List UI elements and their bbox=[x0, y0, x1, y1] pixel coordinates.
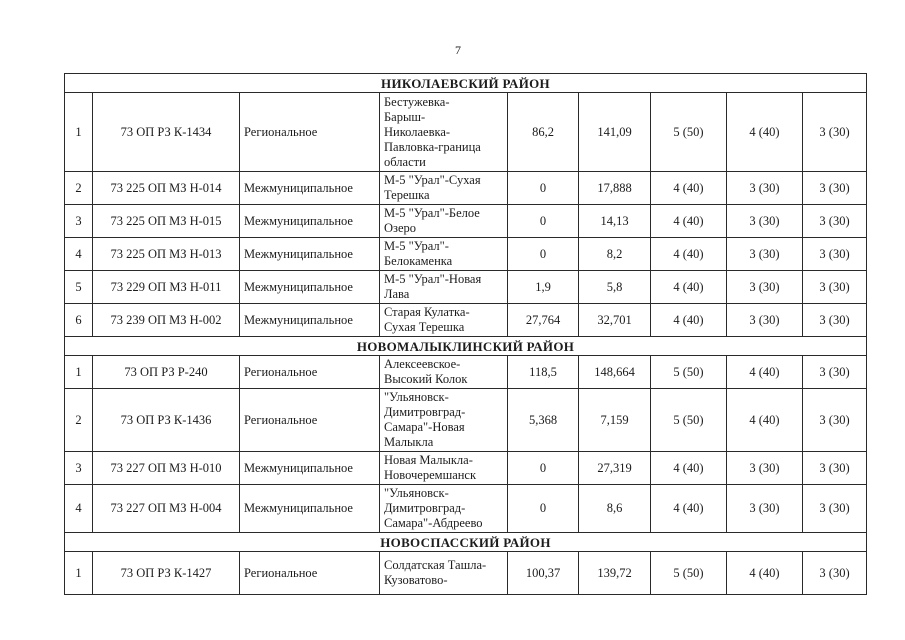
road-name-cell: "Ульяновск- Димитровград- Самара"-Абдреево bbox=[380, 485, 508, 533]
road-code-cell: 73 229 ОП МЗ Н-011 bbox=[93, 271, 240, 304]
row-number-cell: 2 bbox=[65, 389, 93, 452]
road-name-cell: Старая Кулатка- Сухая Терешка bbox=[380, 304, 508, 337]
end-km-cell: 7,159 bbox=[579, 389, 651, 452]
road-code-cell: 73 225 ОП МЗ Н-015 bbox=[93, 205, 240, 238]
class-c-cell: 3 (30) bbox=[803, 389, 867, 452]
end-km-cell: 139,72 bbox=[579, 552, 651, 595]
class-b-cell: 4 (40) bbox=[727, 356, 803, 389]
roads-table-body bbox=[65, 74, 867, 595]
start-km-cell: 0 bbox=[508, 452, 579, 485]
road-significance-cell: Межмуниципальное bbox=[240, 452, 380, 485]
class-a-cell: 4 (40) bbox=[651, 238, 727, 271]
row-number-cell: 2 bbox=[65, 172, 93, 205]
road-significance-cell: Межмуниципальное bbox=[240, 172, 380, 205]
class-a-cell: 4 (40) bbox=[651, 172, 727, 205]
road-significance-cell: Межмуниципальное bbox=[240, 271, 380, 304]
class-a-cell: 5 (50) bbox=[651, 356, 727, 389]
district-header-row bbox=[65, 74, 867, 93]
end-km-cell: 32,701 bbox=[579, 304, 651, 337]
start-km-cell: 27,764 bbox=[508, 304, 579, 337]
class-c-cell: 3 (30) bbox=[803, 452, 867, 485]
start-km-cell: 100,37 bbox=[508, 552, 579, 595]
class-b-cell: 4 (40) bbox=[727, 93, 803, 172]
district-header-row bbox=[65, 337, 867, 356]
row-number-cell: 1 bbox=[65, 93, 93, 172]
class-b-cell: 3 (30) bbox=[727, 452, 803, 485]
table-row bbox=[65, 552, 867, 595]
road-name-cell: М-5 "Урал"- Белокаменка bbox=[380, 238, 508, 271]
road-significance-cell: Межмуниципальное bbox=[240, 485, 380, 533]
road-code-cell: 73 ОП РЗ К-1436 bbox=[93, 389, 240, 452]
class-c-cell: 3 (30) bbox=[803, 172, 867, 205]
start-km-cell: 1,9 bbox=[508, 271, 579, 304]
row-number-cell: 4 bbox=[65, 485, 93, 533]
class-b-cell: 4 (40) bbox=[727, 389, 803, 452]
class-b-cell: 3 (30) bbox=[727, 304, 803, 337]
table-row bbox=[65, 389, 867, 452]
class-a-cell: 4 (40) bbox=[651, 452, 727, 485]
row-number-cell: 5 bbox=[65, 271, 93, 304]
class-c-cell: 3 (30) bbox=[803, 304, 867, 337]
class-b-cell: 3 (30) bbox=[727, 172, 803, 205]
road-name-cell: Алексеевское- Высокий Колок bbox=[380, 356, 508, 389]
road-name-cell: М-5 "Урал"-Сухая Терешка bbox=[380, 172, 508, 205]
class-a-cell: 4 (40) bbox=[651, 205, 727, 238]
district-title: НОВОМАЛЫКЛИНСКИЙ РАЙОН bbox=[65, 337, 867, 356]
road-code-cell: 73 225 ОП МЗ Н-013 bbox=[93, 238, 240, 271]
table-row bbox=[65, 205, 867, 238]
road-name-cell: Солдатская Ташла- Кузоватово- bbox=[380, 552, 508, 595]
table-row bbox=[65, 485, 867, 533]
road-significance-cell: Региональное bbox=[240, 552, 380, 595]
end-km-cell: 17,888 bbox=[579, 172, 651, 205]
road-code-cell: 73 ОП РЗ К-1427 bbox=[93, 552, 240, 595]
end-km-cell: 5,8 bbox=[579, 271, 651, 304]
class-c-cell: 3 (30) bbox=[803, 356, 867, 389]
class-b-cell: 4 (40) bbox=[727, 552, 803, 595]
start-km-cell: 118,5 bbox=[508, 356, 579, 389]
class-a-cell: 4 (40) bbox=[651, 485, 727, 533]
road-significance-cell: Региональное bbox=[240, 93, 380, 172]
road-code-cell: 73 225 ОП МЗ Н-014 bbox=[93, 172, 240, 205]
class-a-cell: 4 (40) bbox=[651, 304, 727, 337]
road-significance-cell: Региональное bbox=[240, 356, 380, 389]
end-km-cell: 8,6 bbox=[579, 485, 651, 533]
class-c-cell: 3 (30) bbox=[803, 238, 867, 271]
road-significance-cell: Межмуниципальное bbox=[240, 304, 380, 337]
district-title: НИКОЛАЕВСКИЙ РАЙОН bbox=[65, 74, 867, 93]
road-name-cell: Бестужевка- Барыш- Николаевка- Павловка-граница области bbox=[380, 93, 508, 172]
table-row bbox=[65, 304, 867, 337]
class-b-cell: 3 (30) bbox=[727, 271, 803, 304]
class-b-cell: 3 (30) bbox=[727, 238, 803, 271]
class-c-cell: 3 (30) bbox=[803, 93, 867, 172]
start-km-cell: 86,2 bbox=[508, 93, 579, 172]
roads-table bbox=[64, 73, 867, 595]
start-km-cell: 0 bbox=[508, 485, 579, 533]
road-code-cell: 73 ОП РЗ К-1434 bbox=[93, 93, 240, 172]
road-significance-cell: Межмуниципальное bbox=[240, 238, 380, 271]
row-number-cell: 3 bbox=[65, 452, 93, 485]
end-km-cell: 148,664 bbox=[579, 356, 651, 389]
road-code-cell: 73 239 ОП МЗ Н-002 bbox=[93, 304, 240, 337]
class-b-cell: 3 (30) bbox=[727, 205, 803, 238]
class-b-cell: 3 (30) bbox=[727, 485, 803, 533]
start-km-cell: 0 bbox=[508, 238, 579, 271]
table-row bbox=[65, 271, 867, 304]
district-header-row bbox=[65, 533, 867, 552]
class-c-cell: 3 (30) bbox=[803, 205, 867, 238]
class-c-cell: 3 (30) bbox=[803, 485, 867, 533]
class-c-cell: 3 (30) bbox=[803, 271, 867, 304]
end-km-cell: 14,13 bbox=[579, 205, 651, 238]
road-name-cell: М-5 "Урал"-Новая Лава bbox=[380, 271, 508, 304]
end-km-cell: 141,09 bbox=[579, 93, 651, 172]
row-number-cell: 3 bbox=[65, 205, 93, 238]
page-number: 7 bbox=[455, 43, 461, 57]
start-km-cell: 0 bbox=[508, 172, 579, 205]
table-row bbox=[65, 172, 867, 205]
district-title: НОВОСПАССКИЙ РАЙОН bbox=[65, 533, 867, 552]
row-number-cell: 1 bbox=[65, 356, 93, 389]
start-km-cell: 5,368 bbox=[508, 389, 579, 452]
class-a-cell: 5 (50) bbox=[651, 93, 727, 172]
road-code-cell: 73 ОП РЗ Р-240 bbox=[93, 356, 240, 389]
table-row bbox=[65, 238, 867, 271]
row-number-cell: 1 bbox=[65, 552, 93, 595]
class-c-cell: 3 (30) bbox=[803, 552, 867, 595]
row-number-cell: 4 bbox=[65, 238, 93, 271]
road-name-cell: "Ульяновск- Димитровград- Самара"-Новая Малыкла bbox=[380, 389, 508, 452]
road-name-cell: М-5 "Урал"-Белое Озеро bbox=[380, 205, 508, 238]
row-number-cell: 6 bbox=[65, 304, 93, 337]
road-code-cell: 73 227 ОП МЗ Н-010 bbox=[93, 452, 240, 485]
table-row bbox=[65, 452, 867, 485]
road-name-cell: Новая Малыкла- Новочеремшанск bbox=[380, 452, 508, 485]
road-significance-cell: Межмуниципальное bbox=[240, 205, 380, 238]
road-significance-cell: Региональное bbox=[240, 389, 380, 452]
table-row bbox=[65, 356, 867, 389]
road-code-cell: 73 227 ОП МЗ Н-004 bbox=[93, 485, 240, 533]
table-row bbox=[65, 93, 867, 172]
end-km-cell: 27,319 bbox=[579, 452, 651, 485]
end-km-cell: 8,2 bbox=[579, 238, 651, 271]
start-km-cell: 0 bbox=[508, 205, 579, 238]
class-a-cell: 5 (50) bbox=[651, 552, 727, 595]
class-a-cell: 4 (40) bbox=[651, 271, 727, 304]
class-a-cell: 5 (50) bbox=[651, 389, 727, 452]
